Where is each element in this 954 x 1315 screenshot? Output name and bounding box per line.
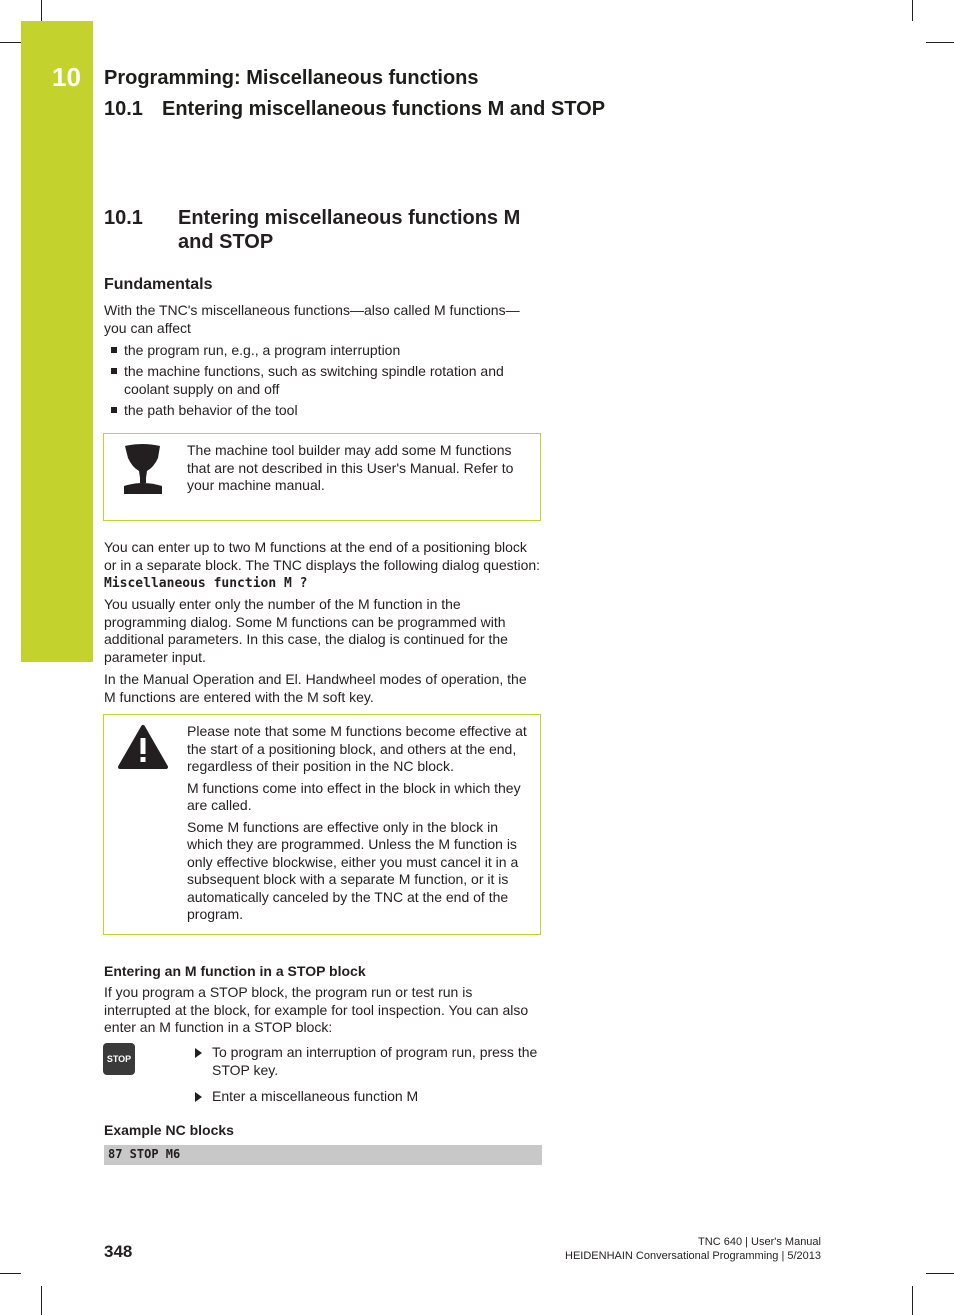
machine-note-text: The machine tool builder may add some M functions that are not described in this User's Manual. Refer to your machine manual. (187, 442, 514, 493)
bullet-square-icon (111, 347, 117, 353)
warning-icon (104, 715, 186, 934)
stop-block-heading: Entering an M function in a STOP block (104, 963, 366, 979)
warning-paragraph: Please note that some M functions become effective at the start of a positioning block, and others at the end, regardless of their position in the NC block. (187, 723, 527, 774)
stop-key-icon: STOP (103, 1043, 135, 1075)
step-item: To program an interruption of program run, press the STOP key. (192, 1044, 542, 1079)
warning-note-text (187, 723, 537, 928)
crop-mark (912, 1286, 913, 1315)
running-header-chapter: Programming: Miscellaneous functions (104, 67, 479, 89)
bullet-item: the program run, e.g., a program interruption (104, 342, 542, 360)
bullet-item: the machine functions, such as switching spindle rotation and coolant supply on and off (104, 363, 542, 398)
step-item: Enter a miscellaneous function M (192, 1088, 542, 1106)
crop-mark (41, 1286, 42, 1315)
machine-note-box (103, 433, 541, 521)
code-line: 87 STOP M6 (108, 1147, 181, 1161)
footer-line: HEIDENHAIN Conversational Programming | 5/2013 (565, 1250, 821, 1262)
crop-mark (41, 0, 42, 21)
footer-line: TNC 640 | User's Manual (698, 1236, 821, 1248)
crop-mark (0, 42, 21, 43)
running-header-section-number: 10.1 (104, 98, 143, 120)
bullet-item: the path behavior of the tool (104, 402, 542, 420)
stop-block-text: If you program a STOP block, the program run or test run is interrupted at the block, for example for tool inspection. You can also enter an M function in a STOP block: (104, 984, 529, 1035)
warning-paragraph: M functions come into effect in the block in which they are called. (187, 779, 521, 813)
bullet-square-icon (111, 407, 117, 413)
step-arrow-icon (195, 1048, 202, 1058)
paragraph: You usually enter only the number of the M function in the programming dialog. Some M functions can be programmed with additional parameters. In this case, the dialog is continued for the parameter input. (104, 596, 508, 665)
warning-paragraph: Some M functions are effective only in the block in which they are programmed. Unless the M function is only effective blockwise, either you must cancel it in a subsequent block with a separate M function, or it is automatically canceled by the TNC at the end of the program. (187, 818, 519, 922)
code-block (104, 1145, 542, 1165)
chapter-tab (21, 21, 93, 662)
crop-mark (926, 42, 954, 43)
example-heading: Example NC blocks (104, 1122, 234, 1138)
running-header-section (104, 98, 605, 121)
step-arrow-icon (195, 1092, 202, 1102)
footer-info (565, 1235, 821, 1263)
warning-note-box (103, 714, 541, 935)
running-header-section-title: Entering miscellaneous functions M and STOP (162, 98, 606, 120)
paragraph: In the Manual Operation and El. Handwheel modes of operation, the M functions are entered with the M soft key. (104, 671, 527, 705)
section-number: 10.1 (104, 207, 143, 229)
crop-mark (0, 1273, 21, 1274)
chapter-number: 10 (52, 62, 81, 92)
crop-mark (926, 1273, 954, 1274)
paragraph-dialog: You can enter up to two M functions at the end of a positioning block or in a separate block. The TNC displays the following dialog question: Miscellaneous function M ? (104, 539, 541, 591)
page-number: 348 (104, 1242, 133, 1261)
fundamentals-intro: With the TNC's miscellaneous functions—also called M functions—you can affect (104, 302, 520, 336)
machine-tool-icon (104, 434, 186, 520)
crop-mark (912, 0, 913, 21)
fundamentals-heading: Fundamentals (104, 276, 213, 293)
bullet-square-icon (111, 368, 117, 374)
section-title-text: Entering miscellaneous functions M and STOP (178, 207, 521, 253)
dialog-question: Miscellaneous function M ? (104, 576, 308, 591)
